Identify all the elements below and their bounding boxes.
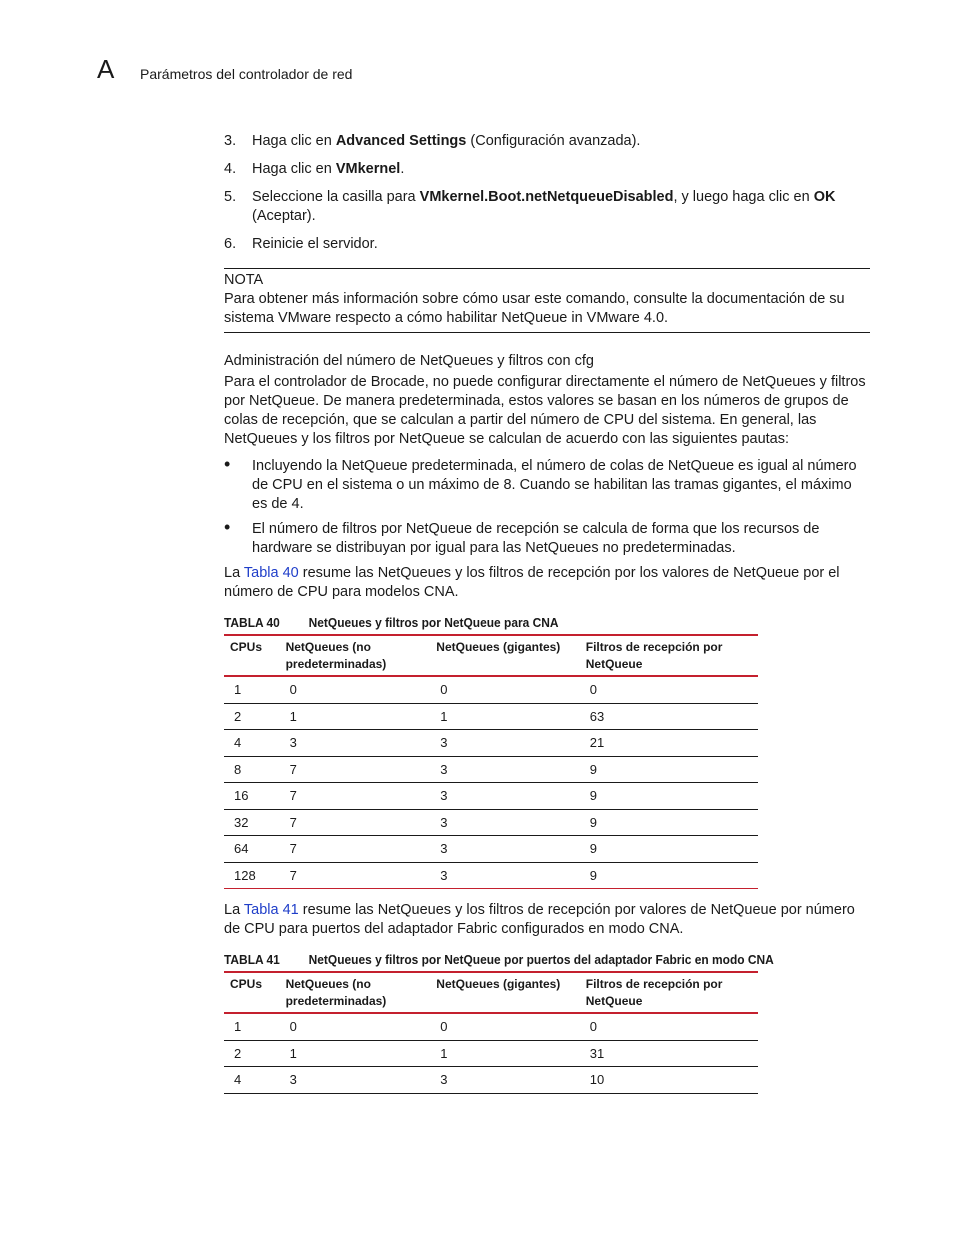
table-cell: 16 — [224, 783, 280, 810]
table-cell: 0 — [430, 1013, 579, 1040]
table-cell: 7 — [280, 809, 431, 836]
column-header: CPUs — [230, 640, 263, 654]
table-row — [224, 730, 758, 757]
column-header: NetQueues (gigantes) — [436, 640, 561, 654]
running-header-title: Parámetros del controlador de red — [140, 66, 353, 82]
table-cell: 63 — [580, 703, 758, 730]
bullet-icon: • — [224, 517, 231, 537]
table-cell: 4 — [224, 730, 280, 757]
table-cell: 7 — [280, 836, 431, 863]
table40-label: TABLA 40 — [224, 615, 280, 630]
column-header: CPUs — [230, 977, 263, 991]
table-cell: 9 — [580, 836, 758, 863]
steps-list — [224, 132, 870, 254]
table40-caption — [224, 614, 818, 632]
table-cell: 9 — [580, 862, 758, 889]
table-cell: 3 — [430, 862, 579, 889]
table-cell: 1 — [224, 676, 280, 703]
table-cell: 0 — [280, 1013, 431, 1040]
table-cell: 4 — [224, 1067, 280, 1094]
column-header: Filtros de recepción por NetQueue — [585, 640, 723, 671]
table40 — [224, 634, 758, 889]
table40-body — [224, 676, 758, 889]
table-cell: 7 — [280, 756, 431, 783]
table-cell: 0 — [280, 676, 431, 703]
step-item: 3. Haga clic en Advanced Settings (Configuración avanzada). — [224, 133, 641, 149]
table-cell: 3 — [430, 783, 579, 810]
appendix-letter: A — [97, 54, 115, 84]
table-cell: 64 — [224, 836, 280, 863]
note-body: Para obtener más información sobre cómo usar este comando, consulte la documentación de su sistema VMware respecto a cómo habilitar NetQueue in VMware 4.0. — [224, 291, 845, 326]
table-cell: 3 — [430, 1067, 579, 1094]
table-cell: 1 — [280, 703, 431, 730]
intro-paragraph: Para el controlador de Brocade, no puede configurar directamente el número de NetQueues y filtros por NetQueue. De manera predeterminada, estos valores se basan en los números de grupos de colas de recepción, que se calculan a partir del número de CPU del sistema. En general, las NetQueues y los filtros por NetQueue se calculan de acuerdo con las siguientes pautas: — [224, 374, 866, 447]
table-row — [224, 1013, 758, 1040]
table-cell: 3 — [280, 1067, 431, 1094]
table-row — [224, 1067, 758, 1094]
table40-link[interactable]: Tabla 40 — [243, 565, 299, 581]
table-cell: 21 — [580, 730, 758, 757]
table-cell: 128 — [224, 862, 280, 889]
column-header: NetQueues (no predeterminadas) — [285, 977, 387, 1008]
table-row — [224, 836, 758, 863]
table40-title: NetQueues y filtros por NetQueue para CNA — [308, 615, 559, 630]
table-cell: 1 — [280, 1040, 431, 1067]
table-cell: 7 — [280, 783, 431, 810]
note-title: NOTA — [224, 272, 264, 288]
table-row — [224, 862, 758, 889]
table-row — [224, 1040, 758, 1067]
column-header: Filtros de recepción por NetQueue — [585, 977, 723, 1008]
table-cell: 1 — [224, 1013, 280, 1040]
table-cell: 3 — [430, 730, 579, 757]
guideline-list — [224, 454, 870, 558]
column-header: NetQueues (no predeterminadas) — [285, 640, 387, 671]
table-cell: 9 — [580, 809, 758, 836]
table-row — [224, 676, 758, 703]
table41 — [224, 971, 758, 1094]
main-content — [224, 132, 870, 1094]
table-cell: 2 — [224, 703, 280, 730]
table40-reference: La Tabla 40 resume las NetQueues y los filtros de recepción por los valores de NetQueue por el número de CPU para modelos CNA. — [224, 565, 840, 600]
table-cell: 7 — [280, 862, 431, 889]
table-cell: 1 — [430, 1040, 579, 1067]
table-cell: 10 — [580, 1067, 758, 1094]
table-row — [224, 703, 758, 730]
table-cell: 0 — [580, 1013, 758, 1040]
table41-reference: La Tabla 41 resume las NetQueues y los filtros de recepción por valores de NetQueue por número de CPU para puertos del adaptador Fabric configurados en modo CNA. — [224, 902, 855, 937]
table-cell: 0 — [580, 676, 758, 703]
table-cell: 2 — [224, 1040, 280, 1067]
table-row — [224, 783, 758, 810]
table41-body — [224, 1013, 758, 1093]
table-cell: 31 — [580, 1040, 758, 1067]
table-cell: 3 — [430, 836, 579, 863]
section-heading: Administración del número de NetQueues y filtros con cfg — [224, 353, 594, 369]
table41-title: NetQueues y filtros por NetQueue por puertos del adaptador Fabric en modo CNA — [308, 952, 774, 967]
column-header: NetQueues (gigantes) — [436, 977, 561, 991]
table-cell: 9 — [580, 756, 758, 783]
bullet-icon: • — [224, 454, 231, 474]
note-box — [224, 268, 870, 333]
table-cell: 32 — [224, 809, 280, 836]
table-row — [224, 809, 758, 836]
table41-caption — [224, 951, 818, 969]
table-cell: 9 — [580, 783, 758, 810]
bullet-item: • El número de filtros por NetQueue de recepción se calcula de forma que los recursos de hardware se distribuyan por igual para las NetQueues no predeterminadas. — [224, 517, 820, 556]
step-item: 4. Haga clic en VMkernel. — [224, 161, 405, 177]
table-cell: 0 — [430, 676, 579, 703]
bullet-item: • Incluyendo la NetQueue predeterminada, el número de colas de NetQueue es igual al número de CPU en el sistema o un máximo de 8. Cuando se habilitan las tramas gigantes, el máximo es de 4. — [224, 454, 857, 512]
table-cell: 3 — [430, 756, 579, 783]
table-cell: 3 — [280, 730, 431, 757]
step-item: 6. Reinicie el servidor. — [224, 236, 378, 252]
table-row — [224, 756, 758, 783]
table41-label: TABLA 41 — [224, 952, 280, 967]
step-item: 5. Seleccione la casilla para VMkernel.Boot.netNetqueueDisabled, y luego haga clic en OK (Aceptar). — [224, 189, 836, 224]
table-cell: 3 — [430, 809, 579, 836]
table-cell: 8 — [224, 756, 280, 783]
table-cell: 1 — [430, 703, 579, 730]
table41-link[interactable]: Tabla 41 — [243, 902, 299, 918]
